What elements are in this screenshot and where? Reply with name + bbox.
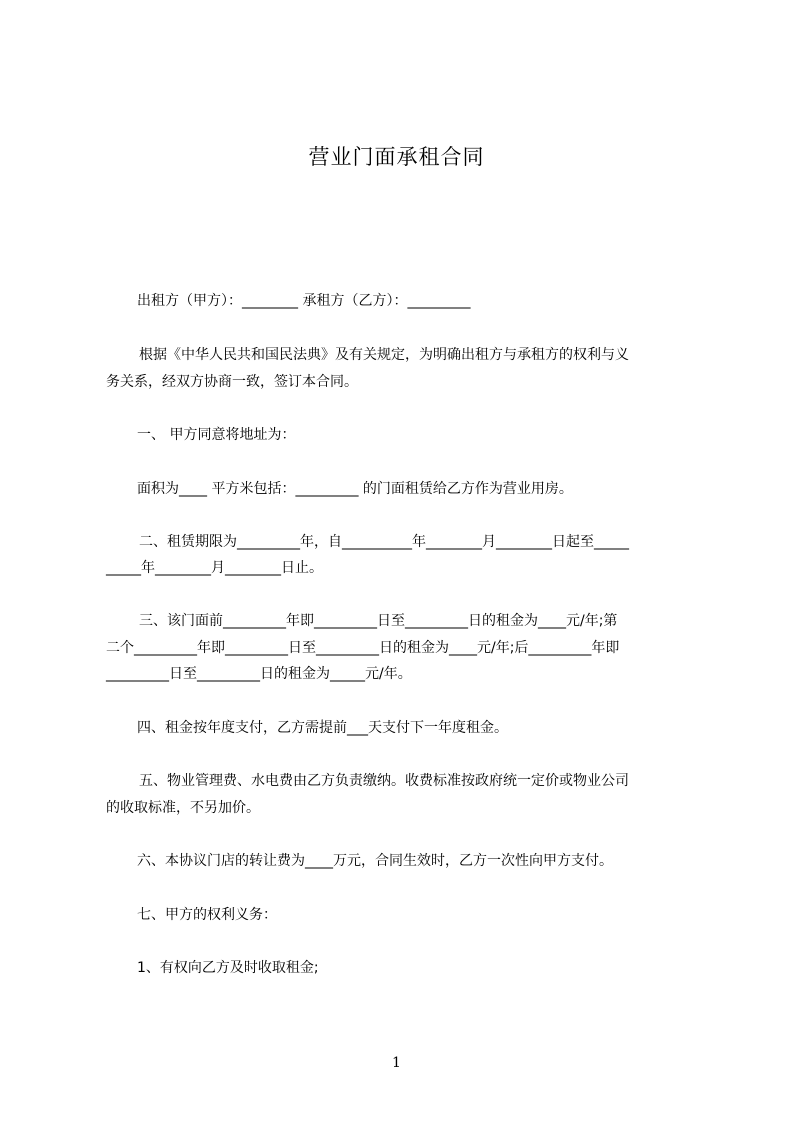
clause-7-item-1: 1、有权向乙方及时收取租金; <box>137 960 319 976</box>
area-line: 面积为____ 平方米包括：_________ 的门面租赁给乙方作为营业用房。 <box>137 481 573 497</box>
clause-7: 七、甲方的权利义务： <box>137 907 277 923</box>
clause-3-line-1: 三、该门面前_________年即_________日至_________日的租金为____元/年;第 <box>139 613 618 629</box>
document-title: 营业门面承租合同 <box>308 145 485 169</box>
clause-1: 一、 甲方同意将地址为： <box>137 427 296 443</box>
clause-2-line-1: 二、租赁期限为_________年，自__________年________月________日起至_____ <box>139 534 629 550</box>
intro-line-2: 务关系，经双方协商一致，签订本合同。 <box>106 374 358 390</box>
clause-6: 六、本协议门店的转让费为____万元，合同生效时，乙方一次性向甲方支付。 <box>137 853 613 869</box>
clause-2-line-2: _____年________月________日止。 <box>106 560 323 576</box>
page-number: 1 <box>392 1055 401 1071</box>
parties-line: 出租方（甲方）：________ 承租方（乙方）：_________ <box>137 293 471 309</box>
clause-4: 四、租金按年度支付，乙方需提前___天支付下一年度租金。 <box>137 720 508 736</box>
clause-3-line-2: 二个_________年即_________日至_________日的租金为____元/年;后_________年即 <box>106 640 620 656</box>
clause-5-line-1: 五、物业管理费、水电费由乙方负责缴纳。收费标准按政府统一定价或物业公司 <box>139 773 629 789</box>
intro-line-1: 根据《中华人民共和国民法典》及有关规定，为明确出租方与承租方的权利与义 <box>139 347 629 363</box>
clause-3-line-3: _________日至_________日的租金为_____元/年。 <box>106 666 412 682</box>
clause-5-line-2: 的收取标准，不另加价。 <box>106 800 260 816</box>
